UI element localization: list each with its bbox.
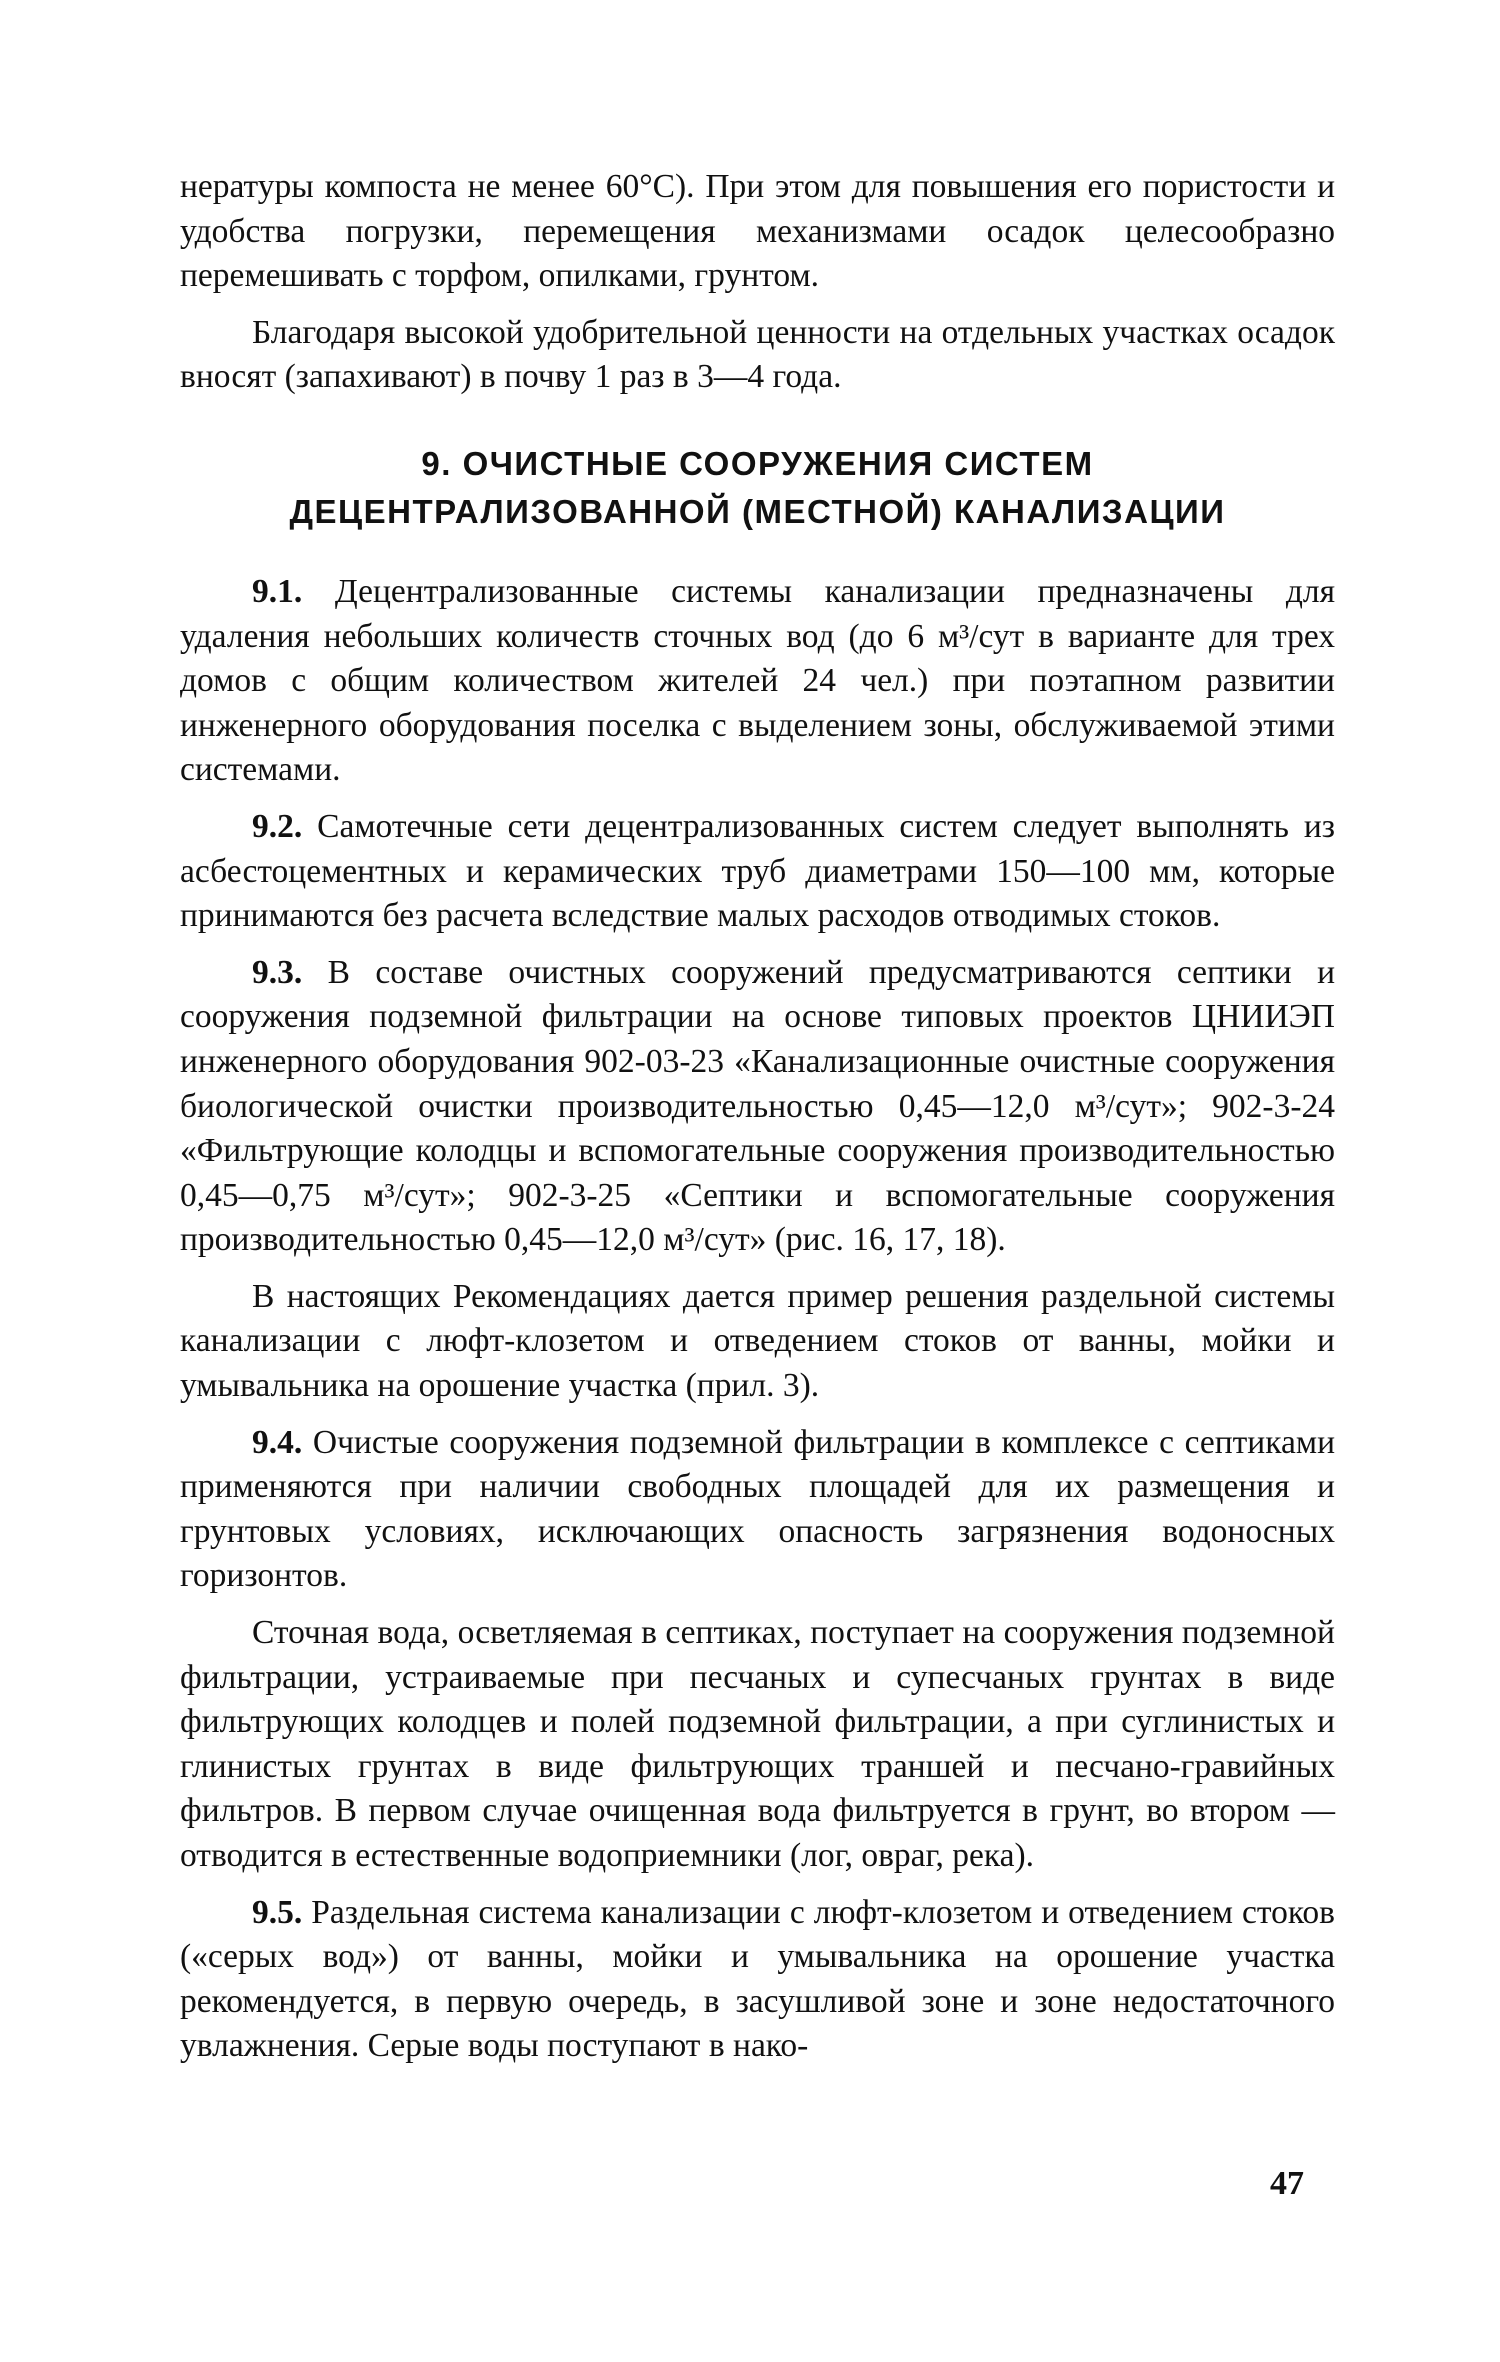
clause-number: 9.2. [252, 807, 303, 845]
paragraph-text: Сточная вода, осветляемая в септиках, поступает на сооружения подземной фильтрации, устраиваемые при песчаных и супесчаных грунтах в виде фильтрующих колодцев и полей подземной фильтрации, а при суглинистых и глинистых грунтах в виде фильтрующих траншей и песчано-гравийных фильтров. В первом случае очищенная вода фильтруется в грунт, во втором — отводится в естественные водоприемники (лог, овраг, река). [180, 1614, 1335, 1874]
clause-number: 9.3. [252, 953, 303, 991]
paragraph-text: В настоящих Рекомендациях дается пример решения раздельной системы канализации с люфт-клозетом и отведением стоков от ванны, мойки и умывальника на орошение участка (прил. 3). [180, 1277, 1335, 1405]
clause-9-5 [180, 1891, 1335, 2069]
clause-number: 9.4. [252, 1423, 303, 1461]
clause-9-3 [180, 951, 1335, 1263]
clause-text: Очистые сооружения подземной фильтрации в комплексе с септиками применяются при наличии свободных площадей для их размещения и грунтовых условиях, исключающих опасность загрязнения водоносных горизонтов. [180, 1423, 1335, 1595]
clause-text: Самотечные сети децентрализованных систем следует выполнять из асбестоцементных и керамических труб диаметрами 150—100 мм, которые принимаются без расчета вследствие малых расходов отводимых стоков. [180, 807, 1335, 935]
section-heading-line-2: ДЕЦЕНТРАЛИЗОВАННОЙ (МЕСТНОЙ) КАНАЛИЗАЦИИ [289, 492, 1226, 530]
paragraph-continuation: нературы компоста не менее 60°С). При этом для повышения его пористости и удобства погрузки, перемещения механизмами осадок целесообразно перемешивать с торфом, опилками, грунтом. [180, 168, 1335, 295]
section-heading-line-1: 9. ОЧИСТНЫЕ СООРУЖЕНИЯ СИСТЕМ [421, 444, 1094, 482]
clause-text: Раздельная система канализации с люфт-клозетом и отведением стоков («серых вод») от ванны, мойки и умывальника на орошение участка рекомендуется, в первую очередь, в засушливой зоне и зоне недостаточного увлажнения. Серые воды поступают в нако- [180, 1893, 1335, 2065]
page-number: 47 [1270, 2165, 1304, 2202]
clause-number: 9.1. [252, 572, 303, 610]
clause-text: Децентрализованные системы канализации предназначены для удаления небольших количеств сточных вод (до 6 м³/сут в варианте для трех домов с общим количеством жителей 24 чел.) при поэтапном развитии инженерного оборудования поселка с выделением зоны, обслуживаемой этими системами. [180, 572, 1336, 789]
document-page [180, 165, 1335, 2081]
clause-text: В составе очистных сооружений предусматриваются септики и сооружения подземной фильтрации на основе типовых проектов ЦНИИЭП инженерного оборудования 902-03-23 «Канализационные очистные сооружения биологической очистки производительностью 0,45—12,0 м³/сут»; 902-3-24 «Фильтрующие колодцы и вспомогательные сооружения производительностью 0,45—0,75 м³/сут»; 902-3-25 «Септики и вспомогательные сооружения производительностью 0,45—12,0 м³/сут» (рис. 16, 17, 18). [180, 953, 1336, 1259]
section-heading [180, 440, 1335, 536]
paragraph-wastewater [180, 1611, 1335, 1879]
paragraph-recommendations [180, 1275, 1335, 1409]
clause-9-4 [180, 1421, 1335, 1599]
paragraph-fertilizer: Благодаря высокой удобрительной ценности на отдельных участках осадок вносят (запахивают) в почву 1 раз в 3—4 года. [180, 313, 1335, 396]
clause-number: 9.5. [252, 1893, 303, 1931]
clause-9-2 [180, 805, 1335, 939]
clause-9-1 [180, 570, 1335, 793]
